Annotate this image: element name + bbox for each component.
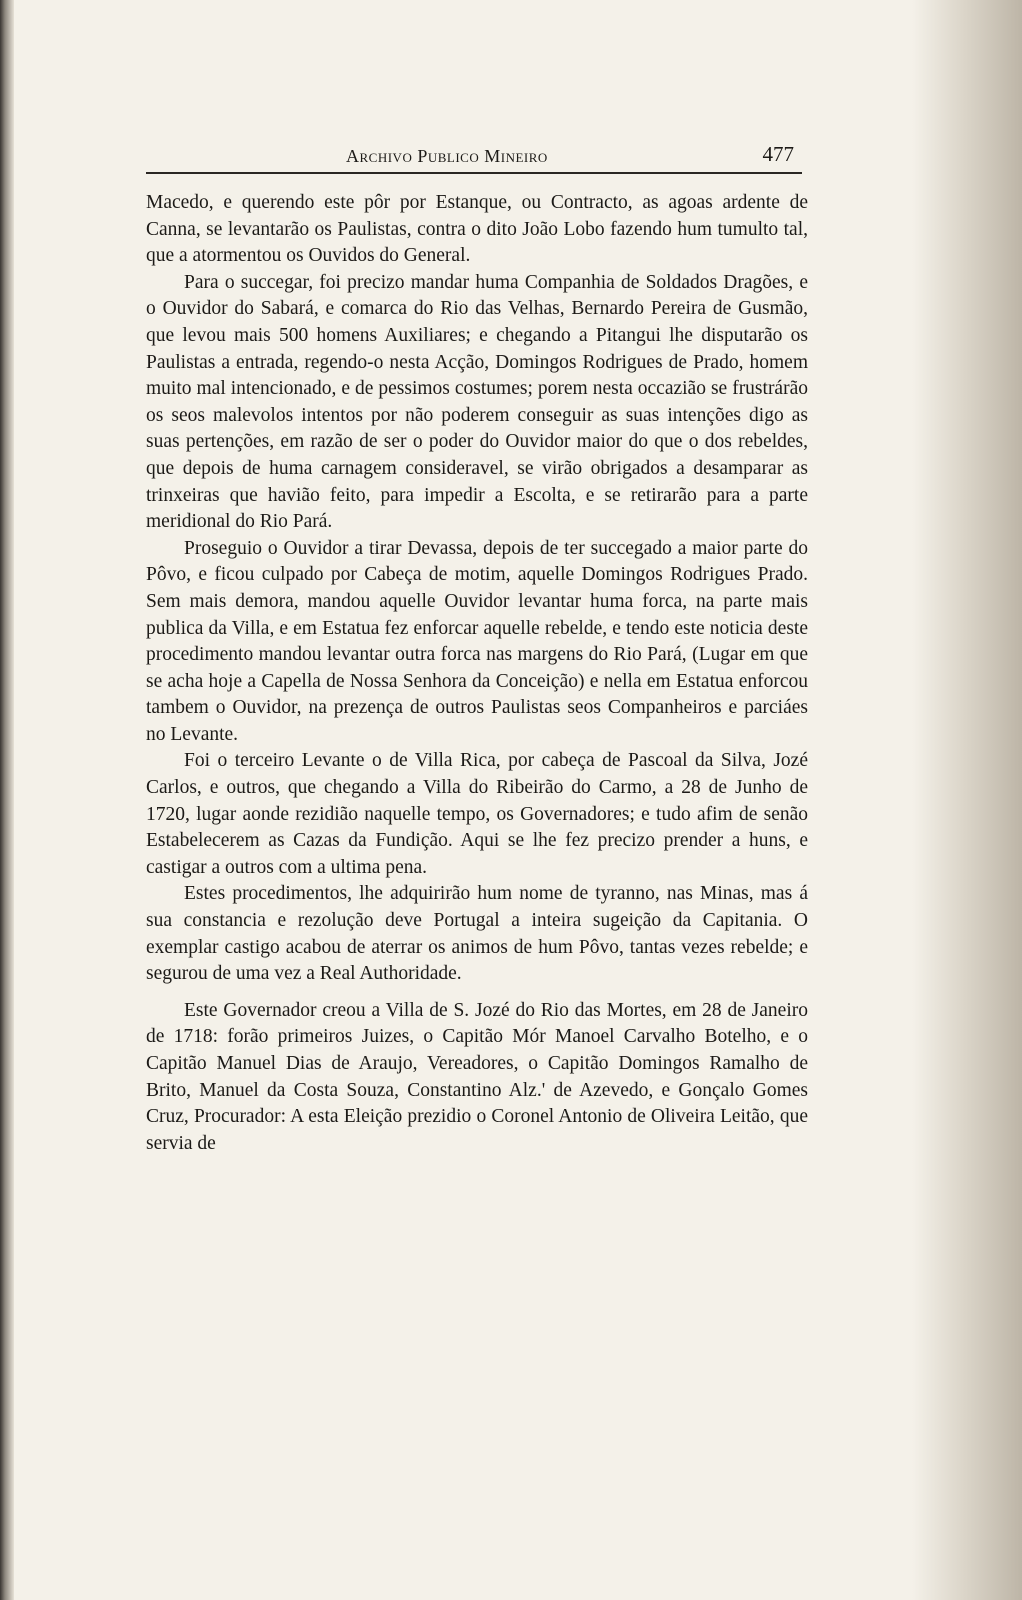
- book-page: [146, 132, 808, 1157]
- paragraph: Estes procedimentos, lhe adquirirão hum nome de tyranno, nas Minas, mas á sua constancia e rezolução deve Portugal a inteira sugeição da Capitania. O exemplar castigo acabou de aterrar os animos de hum Pôvo, tantas vezes rebelde; e segurou de uma vez a Real Authoridade.: [146, 883, 808, 985]
- header-rule: [146, 172, 802, 174]
- paragraph: Foi o terceiro Levante o de Villa Rica, por cabeça de Pascoal da Silva, Jozé Carlos, e outros, que chegando a Villa do Ribeirão do Carmo, a 28 de Junho de 1720, lugar aonde rezidião naquelle tempo, os Governadores; e tudo afim de senão Estabelecerem as Cazas da Fundição. Aqui se lhe fez precizo prender a huns, e castigar a outros com a ultima pena.: [146, 750, 808, 878]
- running-title: Archivo Publico Mineiro: [346, 146, 548, 166]
- paragraph: Este Governador creou a Villa de S. Jozé do Rio das Mortes, em 28 de Janeiro de 1718: forão primeiros Juizes, o Capitão Mór Manoel Carvalho Botelho, e o Capitão Manuel Dias de Araujo, Vereadores, o Capitão Domingos Ramalho de Brito, Manuel da Costa Souza, Constantino Alz.' de Azevedo, e Gonçalo Gomes Cruz, Procurador: A esta Eleição prezidio o Coronel Antonio de Oliveira Leitão, que servia de: [146, 999, 808, 1154]
- paragraph: Macedo, e querendo este pôr por Estanque, ou Contracto, as agoas ardente de Canna, se levantarão os Paulistas, contra o dito João Lobo fazendo hum tumulto tal, que a atormentou os Ouvidos do General.: [146, 192, 808, 267]
- scan-left-edge: [0, 0, 14, 1600]
- scan-right-edge: [912, 0, 1022, 1600]
- paragraph: Para o succegar, foi precizo mandar huma Companhia de Soldados Dragões, e o Ouvidor do Sabará, e comarca do Rio das Velhas, Bernardo Pereira de Gusmão, que levou mais 500 homens Auxiliares; e chegando a Pitangui lhe disputarão os Paulistas a entrada, regendo-o nesta Acção, Domingos Rodrigues de Prado, homem muito mal intencionado, e de pessimos costumes; porem nesta occazião se frustrárão os seos malevolos intentos por não poderem conseguir as suas intenções digo as suas pertenções, em razão de ser o poder do Ouvidor maior do que o dos rebeldes, que depois de huma carnagem consideravel, se virão obrigados a desamparar as trinxeiras que havião feito, para impedir a Escolta, e se retirarão para a parte meridional do Rio Pará.: [146, 271, 808, 533]
- body-text: [146, 190, 808, 1157]
- paragraph: Proseguio o Ouvidor a tirar Devassa, depois de ter succegado a maior parte do Pôvo, e ficou culpado por Cabeça de motim, aquelle Domingos Rodrigues Prado. Sem mais demora, mandou aquelle Ouvidor levantar huma forca, na parte mais publica da Villa, e em Estatua fez enforcar aquelle rebelde, e tendo este noticia deste procedimento mandou levantar outra forca nas margens do Rio Pará, (Lugar em que se acha hoje a Capella de Nossa Senhora da Conceição) e nella em Estatua enforcou tambem o Ouvidor, na prezença de outros Paulistas seos Companheiros e parciáes no Levante.: [146, 537, 808, 745]
- page-number: 477: [762, 142, 794, 166]
- running-header: [146, 132, 808, 172]
